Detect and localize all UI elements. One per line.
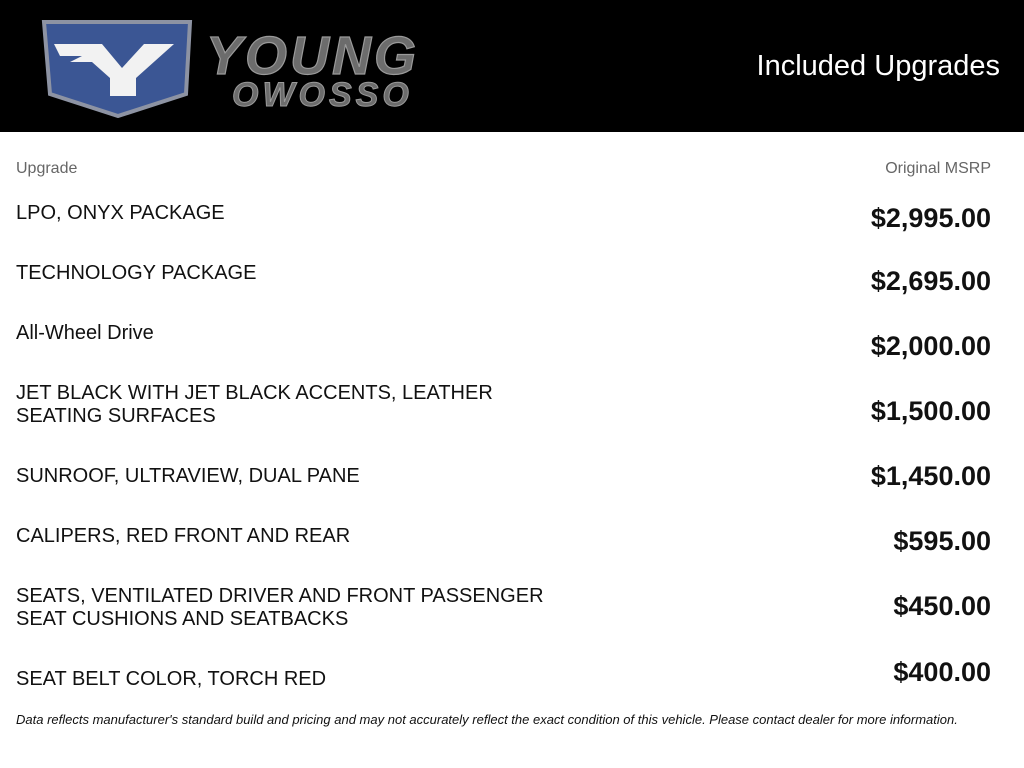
page-title: Included Upgrades xyxy=(756,50,1000,82)
upgrade-name: SUNROOF, ULTRAVIEW, DUAL PANE xyxy=(16,465,360,487)
upgrade-price: $595.00 xyxy=(893,526,991,556)
upgrade-row xyxy=(0,525,1024,585)
upgrade-price: $2,000.00 xyxy=(870,331,991,361)
upgrade-row xyxy=(0,382,1024,442)
upgrade-row xyxy=(0,461,1024,525)
upgrade-price: $400.00 xyxy=(893,657,991,687)
upgrade-price: $450.00 xyxy=(893,591,991,621)
upgrade-name: SEATS, VENTILATED DRIVER AND FRONT PASSENGER SEAT CUSHIONS AND SEATBACKS xyxy=(16,585,544,630)
upgrade-name: LPO, ONYX PACKAGE xyxy=(16,202,225,224)
header-banner xyxy=(0,0,1024,132)
upgrade-row xyxy=(0,202,1024,262)
upgrade-name: SEAT BELT COLOR, TORCH RED xyxy=(16,668,327,690)
upgrade-row xyxy=(0,262,1024,322)
upgrade-name: TECHNOLOGY PACKAGE xyxy=(16,262,257,284)
upgrade-price: $1,450.00 xyxy=(870,461,991,491)
upgrade-price: $1,500.00 xyxy=(870,396,991,426)
logo-word-young: YOUNG xyxy=(206,26,420,86)
upgrade-price: $2,995.00 xyxy=(870,203,991,233)
column-header-upgrade: Upgrade xyxy=(16,160,78,177)
dealer-logo xyxy=(40,16,510,118)
column-header-msrp: Original MSRP xyxy=(885,160,991,177)
disclaimer-text: Data reflects manufacturer's standard build and pricing and may not accurately reflect the exact condition of this vehicle. Please contact dealer for more information. xyxy=(16,712,958,727)
upgrade-price: $2,695.00 xyxy=(870,266,991,296)
upgrade-row xyxy=(0,322,1024,382)
upgrade-row xyxy=(0,585,1024,645)
upgrade-name: All-Wheel Drive xyxy=(16,322,154,344)
logo-word-owosso: OWOSSO xyxy=(232,76,413,114)
upgrade-name: CALIPERS, RED FRONT AND REAR xyxy=(16,525,351,547)
upgrade-name: JET BLACK WITH JET BLACK ACCENTS, LEATHER SEATING SURFACES xyxy=(16,382,493,427)
